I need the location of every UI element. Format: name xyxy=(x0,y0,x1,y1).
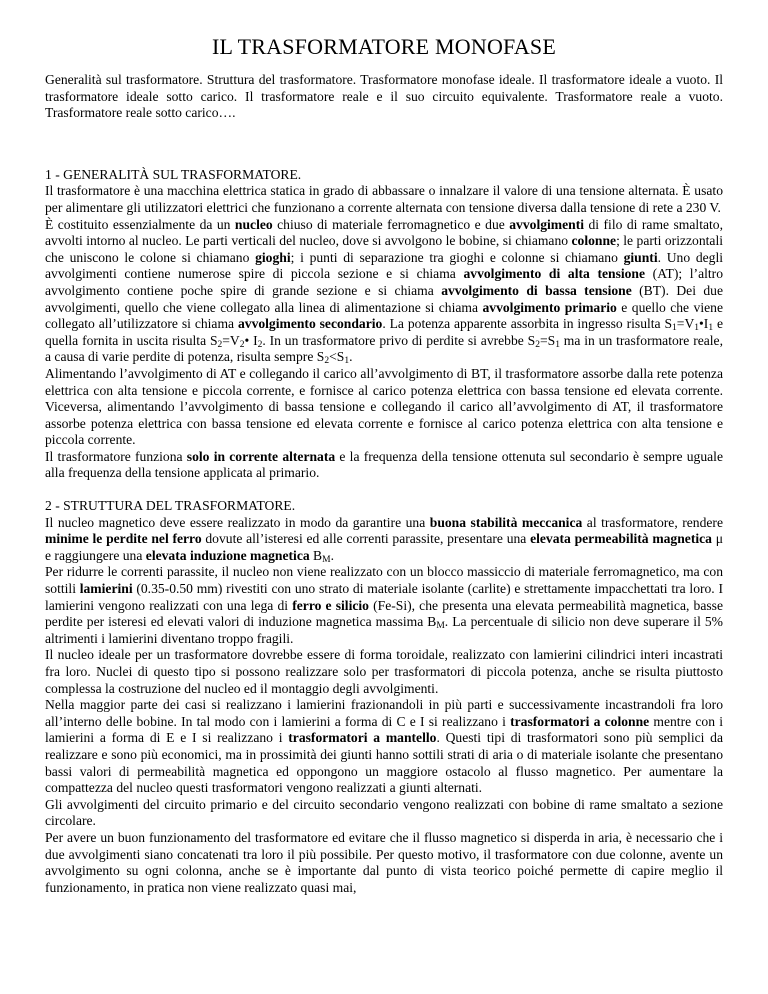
section-2-paragraph-2: Per ridurre le correnti parassite, il nucleo non viene realizzato con un blocco massiccio di materiale ferromagnetico, ma con sottili lamierini (0.35-0.50 mm) rivestiti con uno strato di materiale isolante (carlite) e strettamente impacchettati tra loro. I lamierini vengono realizzati con una lega di ferro e silicio (Fe-Si), che presenta una elevata permeabilità magnetica, basse perdite per isteresi ed elevati valori di induzione magnetica massima $B_M$. La percentuale di silicio non deve superare il 5% altrimenti i lamierini diventano troppo fragili. xyxy=(45,564,723,646)
section-1-paragraph-2: È costituito essenzialmente da un nucleo chiuso di materiale ferromagnetico e due avvolgimenti di filo di rame smaltato, avvolti intorno al nucleo. Le parti verticali del nucleo, dove si avvolgono le bobine, si chiamano colonne; le parti orizzontali che uniscono le colone si chiamano gioghi; i punti di separazione tra gioghi e colonne si chiamano giunti. Uno degli avvolgimenti contiene numerose spire di piccola sezione e si chiama avvolgimento di alta tensione (AT); l’altro avvolgimento contiene poche spire di grande sezione e si chiama avvolgimento di bassa tensione (BT). Dei due avvolgimenti, quello che viene collegato alla linea di alimentazione si chiama avvolgimento primario e quello che viene collegato all’utilizzatore si chiama avvolgimento secondario. La potenza apparente assorbita in ingresso risulta $S_1=V_1•I_1$ e quella fornita in uscita risulta $S_2=V_2•$ $I_2$. In un trasformatore privo di perdite si avrebbe $S_2=S_1$ ma in un trasformatore reale, a causa di varie perdite di potenza, risulta sempre $S_2<S_1$. xyxy=(45,216,724,367)
section-2-paragraph-1: Il nucleo magnetico deve essere realizzato in modo da garantire una buona stabilità meccanica al trasformatore, rendere minime le perdite nel ferro dovute all’isteresi ed alle correnti parassite, presentare una elevata permeabilità magnetica μ e raggiungere una elevata induzione magnetica $B_M$. xyxy=(45,514,723,565)
section-1-paragraph-1: Il trasformatore è una macchina elettrica statica in grado di abbassare o innalzare il valore di una tensione alternata. È usato per alimentare gli utilizzatori elettrici che funzionano a corrente alternata con tensione diversa dalla tensione di rete a 230 V. xyxy=(45,183,723,215)
section-2-heading: 2 - STRUTTURA DEL TRASFORMATORE. xyxy=(45,498,296,514)
section-2-paragraph-5: Gli avvolgimenti del circuito primario e del circuito secondario vengono realizzati con bobine di rame smaltato a sezione circolare. xyxy=(45,796,723,829)
section-1-heading: 1 - GENERALITÀ SUL TRASFORMATORE. xyxy=(45,166,302,182)
section-1-paragraph-4: Il trasformatore funziona solo in corrente alternata e la frequenza della tensione ottenuta sul secondario è sempre uguale alla frequenza della tensione applicata al primario. xyxy=(45,448,723,481)
section-2-paragraph-6: Per avere un buon funzionamento del trasformatore ed evitare che il flusso magnetico si disperda in aria, è necessario che i due avvolgimenti siano concatenati tra loro il più possibile. Per questo motivo, il trasformatore con due colonne, avente un avvolgimento su ogni colonna, anche se è importante dal punto di vista teorico poiché permette di capire meglio il funzionamento, in pratica non viene realizzato quasi mai, xyxy=(45,829,723,895)
intro-summary: Generalità sul trasformatore. Struttura del trasformatore. Trasformatore monofase ideale. Il trasformatore ideale a vuoto. Il trasformatore ideale sotto carico. Il trasformatore reale e il suo circuito equivalente. Trasformatore reale a vuoto. Trasformatore reale sotto carico…. xyxy=(45,72,723,121)
section-2-paragraph-3: Il nucleo ideale per un trasformatore dovrebbe essere di forma toroidale, realizzato con lamierini cilindrici interi incastrati fra loro. Nuclei di questo tipo si possono realizzare solo per trasformatori di piccola potenza, anche se risulta piuttosto complessa la costruzione del nucleo ed il montaggio degli avvolgimenti. xyxy=(45,647,723,696)
section-1-paragraph-3: Alimentando l’avvolgimento di AT e collegando il carico all’avvolgimento di BT, il trasformatore assorbe dalla rete potenza elettrica con alta tensione e piccola corrente, e fornisce al carico potenza elettrica con bassa tensione ed elevata corrente. Viceversa, alimentando l’avvolgimento di bassa tensione e collegando il carico all’avvolgimento di AT, il trasformatore assorbe potenza elettrica con bassa tensione ed elevata corrente e fornisce al carico potenza elettrica con alta tensione e piccola corrente. xyxy=(45,365,723,448)
page-title: IL TRASFORMATORE MONOFASE xyxy=(211,34,557,59)
section-2-paragraph-4: Nella maggior parte dei casi si realizzano i lamierini frazionandoli in più parti e successivamente incastrandoli fra loro all’interno delle bobine. In tal modo con i lamierini a forma di C e I si realizzano i trasformatori a colonne mentre con i lamierini a forma di E e I si realizzano i trasformatori a mantello. Questi tipi di trasformatori sono più semplici da realizzare e sono più economici, ma in prossimità dei giunti hanno sottili strati di aria o di materiale isolante che presentano bassi valori di permeabilità magnetica ed oppongono un maggiore ostacolo al flusso magnetico. Per aumentare la compattezza del nucleo questi trasformatori vengono realizzati a giunti alternati. xyxy=(45,697,723,796)
